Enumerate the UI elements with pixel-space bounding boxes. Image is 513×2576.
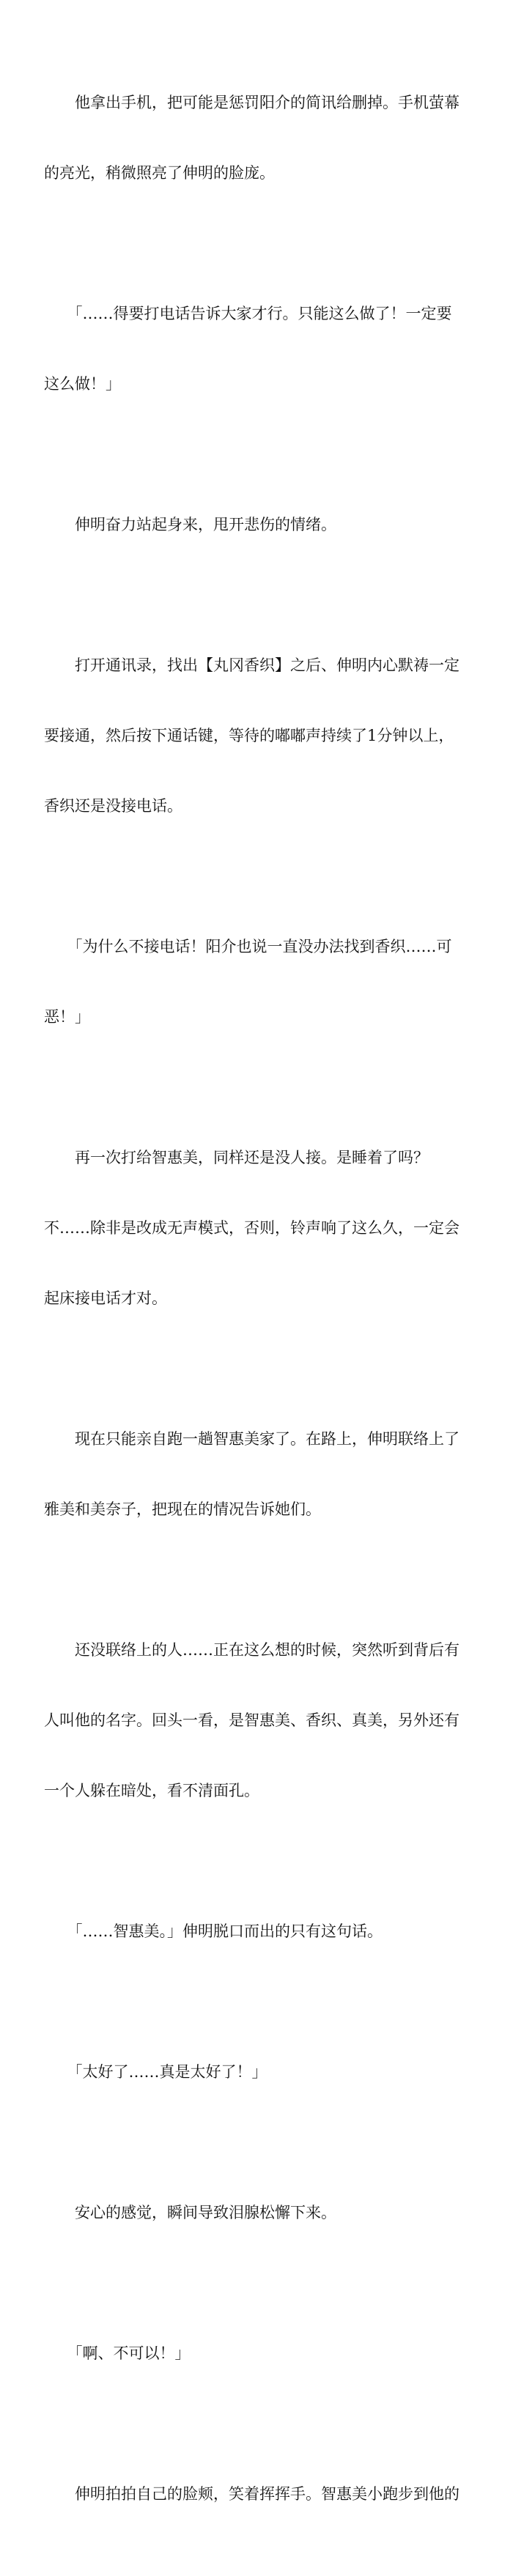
text-line: 「太好了……真是太好了！」 — [44, 2063, 267, 2081]
text-line: 他拿出手机，把可能是惩罚阳介的简讯给删掉。手机萤幕 — [44, 94, 460, 111]
text-line: 这么做！」 — [44, 375, 121, 393]
text-line: 香织还是没接电话。 — [44, 797, 182, 815]
text-line: 不……除非是改成无声模式，否则，铃声响了这么久，一定会 — [44, 1219, 460, 1237]
text-line: 安心的感觉，瞬间导致泪腺松懈下来。 — [44, 2204, 336, 2221]
paragraph-2 — [44, 255, 484, 443]
paragraph-3 — [44, 466, 484, 583]
text-line: 「为什么不接电话！阳介也说一直没办法找到香织……可 — [44, 938, 452, 955]
text-line: 「……得要打电话告诉大家才行。只能这么做了！一定要 — [44, 305, 452, 322]
text-line: 再一次打给智惠美，同样还是没人接。是睡着了吗？ — [44, 1149, 429, 1166]
text-line: 现在只能亲自跑一趟智惠美家了。在路上，伸明联络上了 — [44, 1430, 460, 1448]
paragraph-12 — [44, 2295, 484, 2412]
text-line: 要接通，然后按下通话键，等待的嘟嘟声持续了1分钟以上， — [44, 727, 454, 744]
text-line: 还没联络上的人……正在这么想的时候，突然听到背后有 — [44, 1641, 460, 1659]
text-line: 雅美和美奈子，把现在的情况告诉她们。 — [44, 1500, 321, 1518]
text-line: 恶！」 — [44, 1008, 90, 1026]
text-line: 「啊、不可以！」 — [44, 2344, 191, 2362]
paragraph-9 — [44, 1873, 484, 1990]
text-line: 「……智惠美。」伸明脱口而出的只有这句话。 — [44, 1922, 383, 1940]
page-body — [44, 44, 484, 2576]
text-line: 伸明拍拍自己的脸颊，笑着挥挥手。智惠美小跑步到他的 — [44, 2485, 460, 2503]
paragraph-8 — [44, 1591, 484, 1849]
paragraph-10 — [44, 2013, 484, 2131]
paragraph-5 — [44, 888, 484, 1076]
text-line: 打开通讯录，找出【丸冈香织】之后、伸明内心默祷一定 — [44, 656, 460, 674]
text-line: 人叫他的名字。回头一看，是智惠美、香织、真美，另外还有 — [44, 1711, 460, 1729]
text-line: 一个人躲在暗处，看不清面孔。 — [44, 1782, 259, 1799]
paragraph-4 — [44, 607, 484, 865]
paragraph-6 — [44, 1099, 484, 1357]
text-line: 的亮光，稍微照亮了伸明的脸庞。 — [44, 164, 275, 182]
text-line: 起床接电话才对。 — [44, 1289, 167, 1307]
paragraph-11 — [44, 2154, 484, 2271]
paragraph-7 — [44, 1380, 484, 1568]
text-line: 伸明奋力站起身来，甩开悲伤的情绪。 — [44, 516, 336, 533]
paragraph-1 — [44, 44, 484, 232]
paragraph-13 — [44, 2435, 484, 2553]
